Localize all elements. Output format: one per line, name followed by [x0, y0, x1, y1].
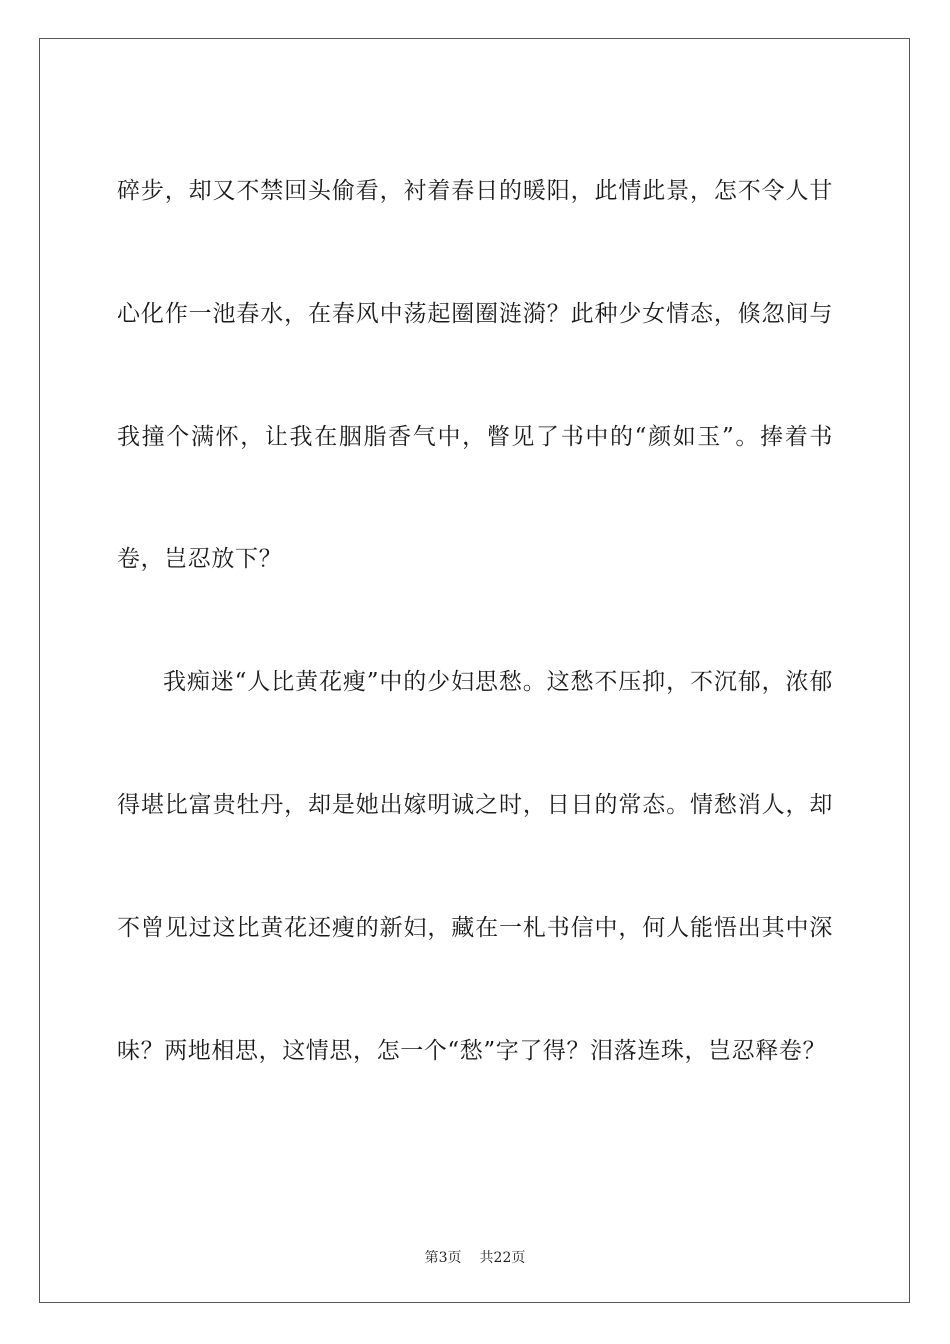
paragraph-1: 碎步，却又不禁回头偷看，衬着春日的暖阳，此情此景，怎不令人甘心化作一池春水，在春风中荡起圈圈涟漪？此种少女情态，倏忽间与我撞个满怀，让我在胭脂香气中，瞥见了书中的“颜如玉”。捧着书卷，岂忍放下？	[117, 178, 833, 573]
page-number: 第3页	[424, 1250, 462, 1266]
page-total: 共22页	[479, 1250, 526, 1266]
page-footer	[0, 1247, 950, 1267]
document-body	[117, 130, 833, 1112]
paragraph-2: 我痴迷“人比黄花瘦”中的少妇思愁。这愁不压抑，不沉郁，浓郁得堪比富贵牡丹，却是她出嫁明诚之时，日日的常态。情愁消人，却不曾见过这比黄花还瘦的新妇，藏在一札书信中，何人能悟出其中深味？两地相思，这情思，怎一个“愁”字了得？泪落连珠，岂忍释卷？	[117, 669, 833, 1064]
